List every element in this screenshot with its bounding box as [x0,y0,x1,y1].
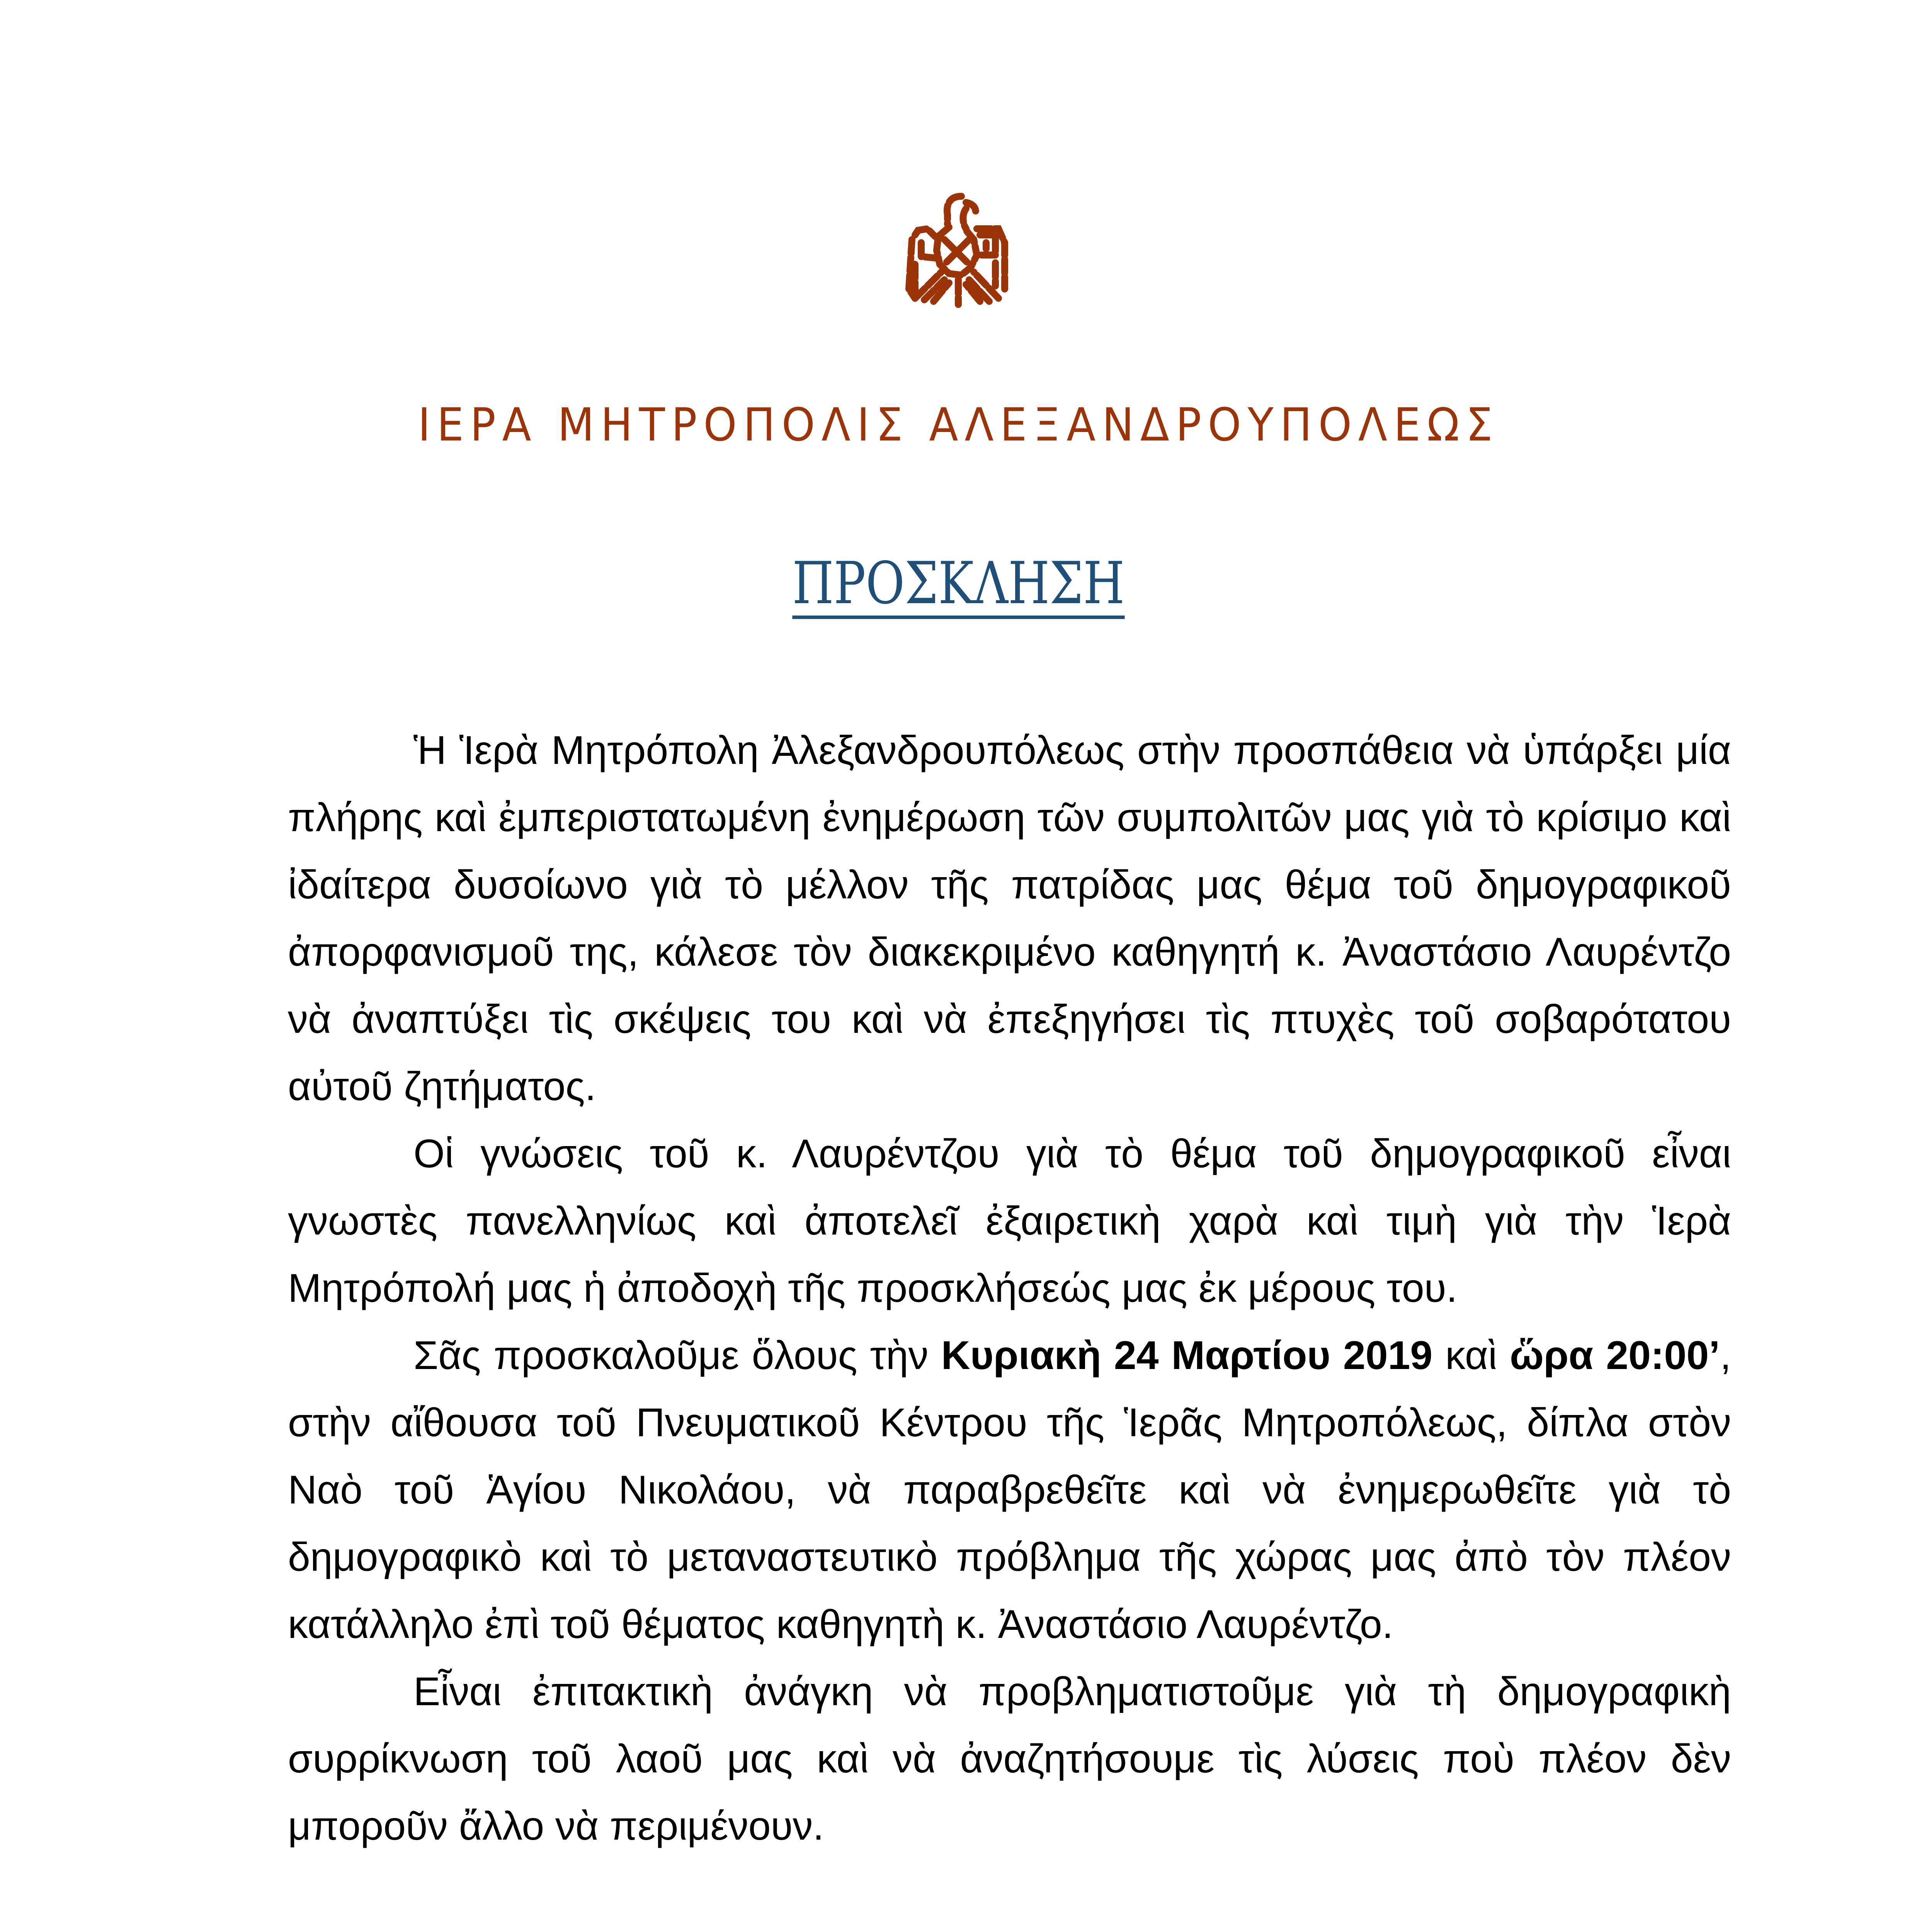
paragraph-2: Οἱ γνώσεις τοῦ κ. Λαυρέντζου γιὰ τὸ θέμα τοῦ δημογραφικοῦ εἶναι γνωστὲς πανελληνίως καὶ ἀποτελεῖ ἐξαιρετικὴ χαρὰ καὶ τιμὴ γιὰ τὴν Ἱερὰ Μητρόπολή μας ἡ ἀποδοχὴ τῆς προσκλήσεώς μας ἐκ μέρους του. [288,1131,1731,1311]
paragraph-3-part-3: , στὴν αἴθουσα τοῦ Πνευματικοῦ Κέντρου τῆς Ἱερᾶς Μητροπόλεως, δίπλα στὸν Ναὸ τοῦ Ἁγίου Νικολάου, νὰ παραβρεθεῖτε καὶ νὰ ἐνημερωθεῖτε γιὰ τὸ δημογραφικὸ καὶ τὸ μεταναστευτικὸ πρόβλημα τῆς χώρας μας ἀπὸ τὸν πλέον κατάλληλο ἐπὶ τοῦ θέματος καθηγητὴ κ. Ἀναστάσιο Λαυρέντζο. [288,1333,1732,1647]
event-date: Κυριακὴ 24 Μαρτίου 2019 [941,1333,1433,1378]
paragraph-3-part-1: Σᾶς προσκαλοῦμε ὅλους τὴν [413,1333,941,1378]
event-time: ὥρα 20:00’ [1510,1333,1720,1378]
paragraph-4: Εἶναι ἐπιτακτικὴ ἀνάγκη νὰ προβληματιστοῦμε γιὰ τὴ δημογραφικὴ συρρίκνωση τοῦ λαοῦ μας καὶ νὰ ἀναζητήσουμε τὶς λύσεις ποὺ πλέον δὲν μποροῦν ἄλλο νὰ περιμένουν. [288,1669,1731,1849]
letter-body [288,717,1731,1860]
paragraph-3-part-2: καὶ [1432,1333,1510,1378]
document-title-text: ΠΡΟΣΚΛΗΣΗ [792,554,1124,619]
paragraph-3 [288,1322,1731,1658]
double-headed-eagle-emblem-icon [881,178,1036,332]
organization-name: ΙΕΡΑ ΜΗΤΡΟΠΟΛΙΣ ΑΛΕΞΑΝΔΡΟΥΠΟΛΕΩΣ [418,398,1499,451]
paragraph-1: Ἡ Ἱερὰ Μητρόπολη Ἀλεξανδρουπόλεως στὴν προσπάθεια νὰ ὑπάρξει μία πλήρης καὶ ἐμπεριστατωμένη ἐνημέρωση τῶν συμπολιτῶν μας γιὰ τὸ κρίσιμο καὶ ἰδαίτερα δυσοίωνο γιὰ τὸ μέλλον τῆς πατρίδας μας θέμα τοῦ δημογραφικοῦ ἀπορφανισμοῦ της, κάλεσε τὸν διακεκριμένο καθηγητή κ. Ἀναστάσιο Λαυρέντζο νὰ ἀναπτύξει τὶς σκέψεις του καὶ νὰ ἐπεξηγήσει τὶς πτυχὲς τοῦ σοβαρότατου αὐτοῦ ζητήματος. [288,728,1731,1109]
document-title [0,550,1917,619]
